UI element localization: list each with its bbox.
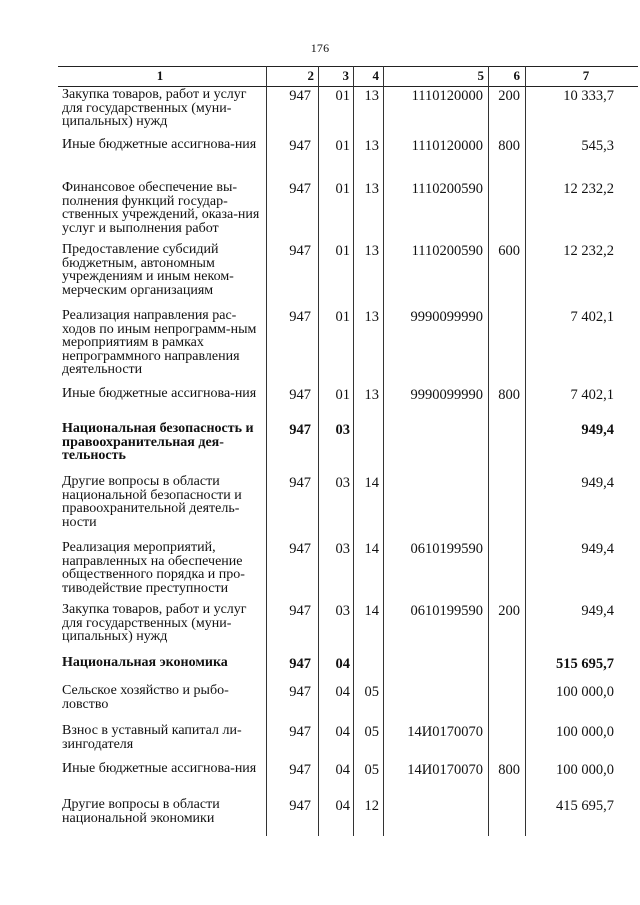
row-amount: 949,4 bbox=[581, 541, 614, 557]
header-col-6: 6 bbox=[513, 68, 520, 83]
row-amount: 12 232,2 bbox=[563, 243, 614, 259]
row-description: Иные бюджетные ассигнова-ния bbox=[62, 137, 257, 152]
column-divider bbox=[525, 66, 526, 836]
row-amount: 949,4 bbox=[581, 422, 614, 438]
code-section: 04 bbox=[335, 724, 350, 740]
code-subsection: 14 bbox=[364, 541, 379, 557]
column-divider bbox=[383, 66, 384, 836]
code-subsection: 05 bbox=[364, 724, 379, 740]
code-admin: 947 bbox=[289, 475, 311, 491]
code-subsection: 13 bbox=[364, 88, 379, 104]
row-amount: 12 232,2 bbox=[563, 181, 614, 197]
row-description: Другие вопросы в области национальной экономики bbox=[62, 797, 220, 826]
row-amount: 100 000,0 bbox=[556, 762, 614, 778]
header-col-7: 7 bbox=[582, 68, 590, 83]
code-section: 04 bbox=[335, 762, 350, 778]
code-admin: 947 bbox=[289, 603, 311, 619]
code-target: 14И0170070 bbox=[407, 724, 483, 740]
row-amount: 100 000,0 bbox=[556, 684, 614, 700]
row-description: Финансовое обеспечение вы-полнения функций государ-ственных учреждений, оказа-ния услуг и выполнения работ bbox=[62, 180, 260, 236]
code-admin: 947 bbox=[289, 762, 311, 778]
code-admin: 947 bbox=[289, 387, 311, 403]
row-description: Национальная безопасность и правоохранительная дея-тельность bbox=[62, 421, 254, 464]
row-description: Иные бюджетные ассигнова-ния bbox=[62, 761, 257, 776]
code-subsection: 14 bbox=[364, 603, 379, 619]
code-target: 1110200590 bbox=[411, 181, 483, 197]
code-target: 0610199590 bbox=[410, 541, 483, 557]
code-target: 0610199590 bbox=[410, 603, 483, 619]
table-top-rule bbox=[58, 66, 638, 67]
header-col-5: 5 bbox=[477, 68, 484, 83]
row-amount: 415 695,7 bbox=[556, 798, 614, 814]
code-admin: 947 bbox=[289, 798, 311, 814]
code-expense-type: 800 bbox=[498, 138, 520, 154]
code-admin: 947 bbox=[289, 181, 311, 197]
row-amount: 100 000,0 bbox=[556, 724, 614, 740]
code-target: 9990099990 bbox=[410, 387, 483, 403]
code-section: 03 bbox=[335, 541, 350, 557]
code-subsection: 13 bbox=[364, 309, 379, 325]
code-admin: 947 bbox=[289, 422, 311, 438]
code-admin: 947 bbox=[289, 541, 311, 557]
header-col-1: 1 bbox=[156, 68, 164, 83]
header-col-2: 2 bbox=[307, 68, 314, 83]
code-subsection: 13 bbox=[364, 181, 379, 197]
code-section: 03 bbox=[335, 422, 350, 438]
code-expense-type: 800 bbox=[498, 387, 520, 403]
row-description: Взнос в уставный капитал ли-зингодателя bbox=[62, 723, 242, 752]
code-expense-type: 800 bbox=[498, 762, 520, 778]
code-target: 9990099990 bbox=[410, 309, 483, 325]
code-admin: 947 bbox=[289, 656, 311, 672]
row-description: Закупка товаров, работ и услуг для государственных (муни-ципальных) нужд bbox=[62, 87, 247, 130]
row-amount: 7 402,1 bbox=[570, 309, 614, 325]
code-subsection: 13 bbox=[364, 243, 379, 259]
code-expense-type: 200 bbox=[498, 88, 520, 104]
column-divider bbox=[318, 66, 319, 836]
row-description: Реализация направления рас-ходов по иным непрограмм-ным мероприятиям в рамках непрограммного направления деятельности bbox=[62, 308, 257, 378]
code-admin: 947 bbox=[289, 138, 311, 154]
code-target: 14И0170070 bbox=[407, 762, 483, 778]
column-divider bbox=[488, 66, 489, 836]
code-section: 04 bbox=[335, 684, 350, 700]
code-section: 01 bbox=[335, 309, 350, 325]
code-target: 1110200590 bbox=[411, 243, 483, 259]
code-section: 04 bbox=[335, 798, 350, 814]
code-section: 01 bbox=[335, 243, 350, 259]
code-subsection: 14 bbox=[364, 475, 379, 491]
code-section: 01 bbox=[335, 387, 350, 403]
code-admin: 947 bbox=[289, 724, 311, 740]
row-amount: 7 402,1 bbox=[570, 387, 614, 403]
header-col-4: 4 bbox=[372, 68, 379, 83]
code-expense-type: 600 bbox=[498, 243, 520, 259]
code-subsection: 13 bbox=[364, 387, 379, 403]
row-description: Сельское хозяйство и рыбо-ловство bbox=[62, 683, 229, 712]
row-description: Закупка товаров, работ и услуг для государственных (муни-ципальных) нужд bbox=[62, 602, 247, 645]
code-admin: 947 bbox=[289, 309, 311, 325]
code-admin: 947 bbox=[289, 88, 311, 104]
code-admin: 947 bbox=[289, 684, 311, 700]
code-target: 1110120000 bbox=[411, 138, 483, 154]
row-description: Иные бюджетные ассигнова-ния bbox=[62, 386, 257, 401]
row-description: Другие вопросы в области национальной безопасности и правоохранительной деятель-ности bbox=[62, 474, 242, 530]
code-section: 01 bbox=[335, 138, 350, 154]
code-subsection: 05 bbox=[364, 684, 379, 700]
code-subsection: 13 bbox=[364, 138, 379, 154]
code-section: 01 bbox=[335, 88, 350, 104]
code-admin: 947 bbox=[289, 243, 311, 259]
row-amount: 949,4 bbox=[581, 475, 614, 491]
row-description: Предоставление субсидий бюджетным, автономным учреждениям и иным неком-мерческим организациям bbox=[62, 242, 234, 298]
page-number: 176 bbox=[310, 41, 330, 55]
code-subsection: 05 bbox=[364, 762, 379, 778]
header-col-3: 3 bbox=[342, 68, 349, 83]
row-description: Национальная экономика bbox=[62, 655, 228, 670]
code-section: 01 bbox=[335, 181, 350, 197]
code-target: 1110120000 bbox=[411, 88, 483, 104]
code-section: 03 bbox=[335, 475, 350, 491]
row-amount: 545,3 bbox=[581, 138, 614, 154]
row-description: Реализация мероприятий, направленных на обеспечение общественного порядка и про-тиводействие преступности bbox=[62, 540, 245, 596]
row-amount: 515 695,7 bbox=[556, 656, 614, 672]
code-expense-type: 200 bbox=[498, 603, 520, 619]
code-section: 03 bbox=[335, 603, 350, 619]
code-subsection: 12 bbox=[364, 798, 379, 814]
code-section: 04 bbox=[335, 656, 350, 672]
row-amount: 10 333,7 bbox=[563, 88, 614, 104]
row-amount: 949,4 bbox=[581, 603, 614, 619]
